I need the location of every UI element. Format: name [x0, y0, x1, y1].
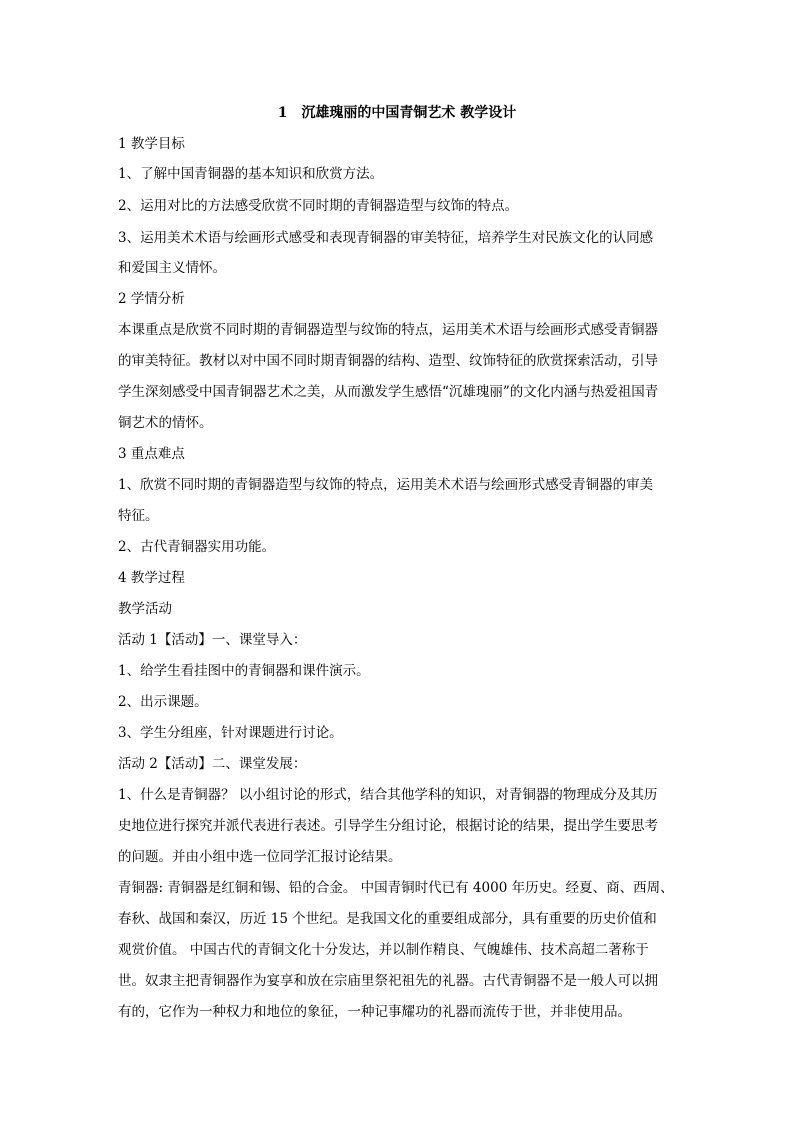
activity-heading: 活动 2【活动】二、课堂发展：	[118, 756, 307, 772]
section-heading-key-points: 3 重点难点	[118, 446, 185, 462]
paragraph-line: 本课重点是欣赏不同时期的青铜器造型与纹饰的特点，运用美术术语与绘画形式感受青铜器	[118, 322, 658, 338]
paragraph-line: 的审美特征。教材以对中国不同时期青铜器的结构、造型、纹饰特征的欣赏探索活动，引导	[118, 353, 658, 369]
paragraph-line: 2、运用对比的方法感受欣赏不同时期的青铜器造型与纹饰的特点。	[118, 198, 519, 214]
paragraph-line: 3、运用美术术语与绘画形式感受和表现青铜器的审美特征，培养学生对民族文化的认同感	[118, 230, 654, 246]
paragraph-line: 和爱国主义情怀。	[118, 260, 226, 276]
paragraph-line: 1、欣赏不同时期的青铜器造型与纹饰的特点，运用美术术语与绘画形式感受青铜器的审美	[118, 477, 654, 493]
paragraph-line: 1、了解中国青铜器的基本知识和欣赏方法。	[118, 166, 384, 182]
paragraph-line: 观赏价值。 中国古代的青铜文化十分发达，并以制作精良、气魄雄伟、技术高超二著称于	[118, 942, 649, 958]
paragraph-line: 教学活动	[118, 601, 172, 617]
paragraph-line: 特征。	[118, 508, 159, 524]
paragraph-line: 铜艺术的情怀。	[118, 415, 213, 431]
paragraph-line: 1、什么是青铜器？ 以小组讨论的形式，结合其他学科的知识，对青铜器的物理成分及其历	[118, 787, 658, 803]
paragraph-line: 3、学生分组座，针对课题进行讨论。	[118, 725, 343, 741]
paragraph-line: 2、出示课题。	[118, 694, 208, 710]
paragraph-line: 学生深刻感受中国青铜器艺术之美，从而激发学生感悟“沉雄瑰丽”的文化内涵与热爱祖国青	[118, 384, 659, 400]
paragraph-line: 的问题。并由小组中选一位同学汇报讨论结果。	[118, 849, 402, 865]
section-heading-process: 4 教学过程	[118, 570, 185, 586]
paragraph-line: 史地位进行探究并派代表进行表述。引导学生分组讨论，根据讨论的结果，提出学生要思考	[118, 818, 658, 834]
paragraph-line: 青铜器: 青铜器是红铜和锡、铅的合金。 中国青铜时代已有 4000 年历史。经夏、商、西周、	[118, 880, 674, 896]
section-heading-objectives: 1 教学目标	[118, 136, 185, 152]
paragraph-line: 2、古代青铜器实用功能。	[118, 539, 276, 555]
paragraph-line: 有的，它作为一种权力和地位的象征，一种记事耀功的礼器而流传于世，并非使用品。	[118, 1004, 631, 1020]
paragraph-line: 1、给学生看挂图中的青铜器和课件演示。	[118, 663, 370, 679]
paragraph-line: 春秋、战国和秦汉，历近 15 个世纪。是我国文化的重要组成部分，具有重要的历史价值和	[118, 911, 657, 927]
document-title: 1 沉雄瑰丽的中国青铜艺术 教学设计	[277, 105, 517, 121]
section-heading-analysis: 2 学情分析	[118, 291, 185, 307]
activity-heading: 活动 1【活动】一、课堂导入：	[118, 632, 307, 648]
paragraph-line: 世。奴隶主把青铜器作为宴享和放在宗庙里祭祀祖先的礼器。古代青铜器不是一般人可以拥	[118, 973, 658, 989]
